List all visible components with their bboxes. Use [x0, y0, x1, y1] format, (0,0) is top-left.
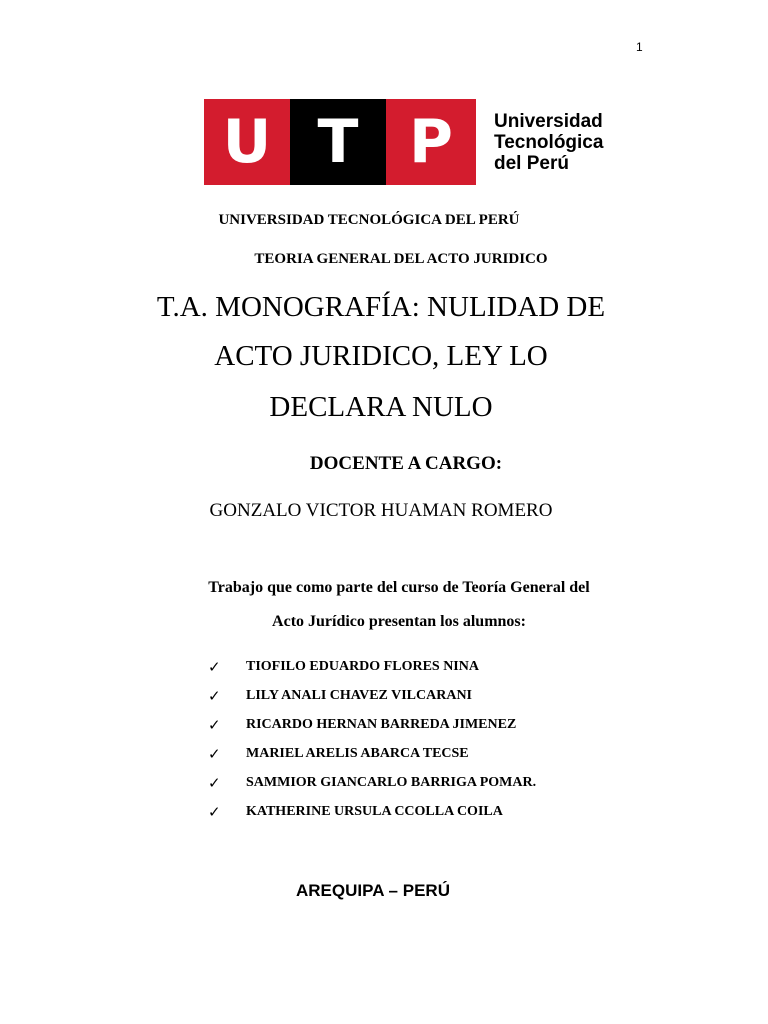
list-item [208, 652, 536, 681]
course-name: TEORIA GENERAL DEL ACTO JURIDICO [254, 251, 548, 267]
checkmark-icon: ✓ [208, 686, 221, 705]
checkmark-icon: ✓ [208, 715, 221, 734]
list-item [208, 768, 536, 797]
student-name: SAMMIOR GIANCARLO BARRIGA POMAR. [246, 774, 537, 790]
list-item [208, 797, 536, 826]
logo-letter-u: U [204, 99, 290, 185]
intro-text-line: Acto Jurídico presentan los alumnos: [272, 613, 526, 630]
logo-text-line: Tecnológica [494, 131, 604, 153]
checkmark-icon: ✓ [208, 773, 221, 792]
logo-text-line: del Perú [494, 152, 569, 174]
list-item [208, 681, 536, 710]
teacher-label: DOCENTE A CARGO: [309, 453, 503, 474]
document-title-line: T.A. MONOGRAFÍA: NULIDAD DE [156, 291, 606, 323]
list-item [208, 739, 536, 768]
document-title-line: DECLARA NULO [269, 391, 493, 423]
intro-text-line: Trabajo que como parte del curso de Teoría General del [208, 579, 590, 596]
location: AREQUIPA – PERÚ [296, 881, 450, 900]
student-list [208, 652, 536, 826]
logo-letter-t: T [290, 99, 386, 185]
teacher-name: GONZALO VICTOR HUAMAN ROMERO [209, 500, 553, 521]
university-name: UNIVERSIDAD TECNOLÓGICA DEL PERÚ [218, 212, 520, 228]
document-title-line: ACTO JURIDICO, LEY LO [214, 340, 548, 372]
logo-letter-p: P [386, 99, 476, 185]
student-name: RICARDO HERNAN BARREDA JIMENEZ [246, 716, 517, 732]
student-name: TIOFILO EDUARDO FLORES NINA [246, 658, 479, 674]
logo-wordmark [494, 111, 603, 174]
student-name: LILY ANALI CHAVEZ VILCARANI [246, 687, 473, 703]
logo-text-line: Universidad [494, 110, 603, 132]
checkmark-icon: ✓ [208, 802, 221, 821]
student-name: KATHERINE URSULA CCOLLA COILA [246, 803, 503, 819]
checkmark-icon: ✓ [208, 744, 221, 763]
list-item [208, 710, 536, 739]
page-number: 1 [636, 40, 643, 54]
utp-logo [204, 99, 603, 185]
checkmark-icon: ✓ [208, 657, 221, 676]
student-name: MARIEL ARELIS ABARCA TECSE [246, 745, 469, 761]
